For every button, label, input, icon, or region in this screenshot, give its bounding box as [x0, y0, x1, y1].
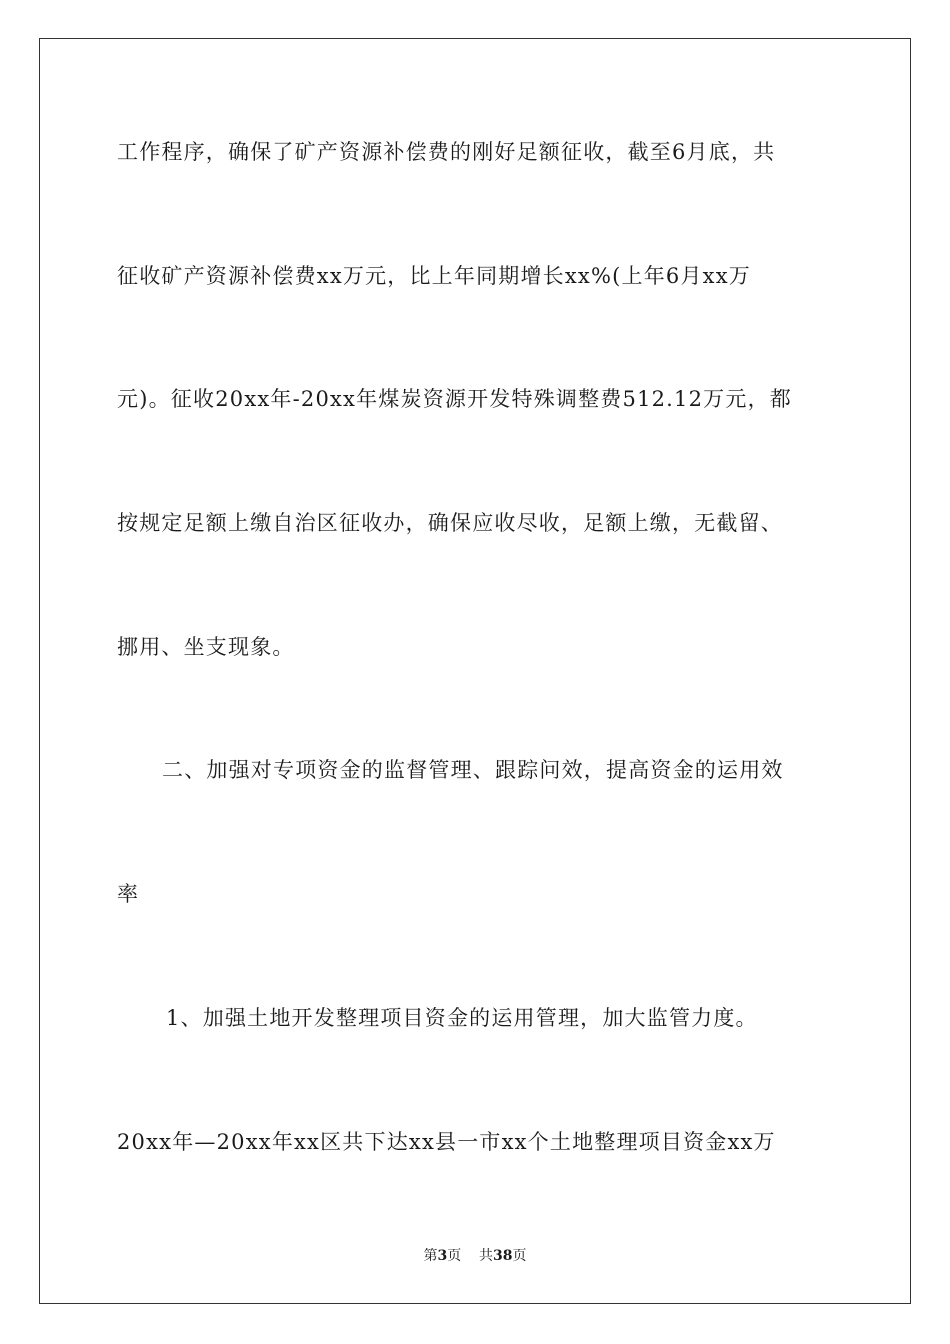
footer-page-prefix: 第 [423, 1248, 438, 1264]
footer-page-current: 3 [437, 1248, 448, 1264]
footer-page-total: 38 [493, 1248, 513, 1264]
page-border [39, 38, 911, 1304]
body-line-2: 征收矿产资源补偿费xx万元，比上年同期增长xx%(上年6月xx万 [117, 264, 751, 288]
footer-page-suffix: 页 [447, 1248, 462, 1264]
footer-total-prefix: 共 [479, 1248, 494, 1264]
body-line-1: 工作程序，确保了矿产资源补偿费的刚好足额征收，截至6月底，共 [117, 140, 776, 164]
section-heading-line-2: 率 [117, 882, 140, 906]
body-line-5: 挪用、坐支现象。 [117, 635, 295, 659]
body-line-3: 元)。征收20xx年-20xx年煤炭资源开发特殊调整费512.12万元，都 [117, 387, 792, 411]
page-footer [0, 1247, 950, 1265]
body-line-4: 按规定足额上缴自治区征收办，确保应收尽收，足额上缴，无截留、 [117, 511, 783, 535]
footer-total-suffix: 页 [512, 1248, 527, 1264]
body-line-9: 20xx年—20xx年xx区共下达xx县一市xx个土地整理项目资金xx万 [117, 1130, 776, 1154]
subsection-heading: 1、加强土地开发整理项目资金的运用管理，加大监管力度。 [166, 1006, 758, 1030]
section-heading-line-1: 二、加强对专项资金的监督管理、跟踪问效，提高资金的运用效 [162, 758, 784, 782]
